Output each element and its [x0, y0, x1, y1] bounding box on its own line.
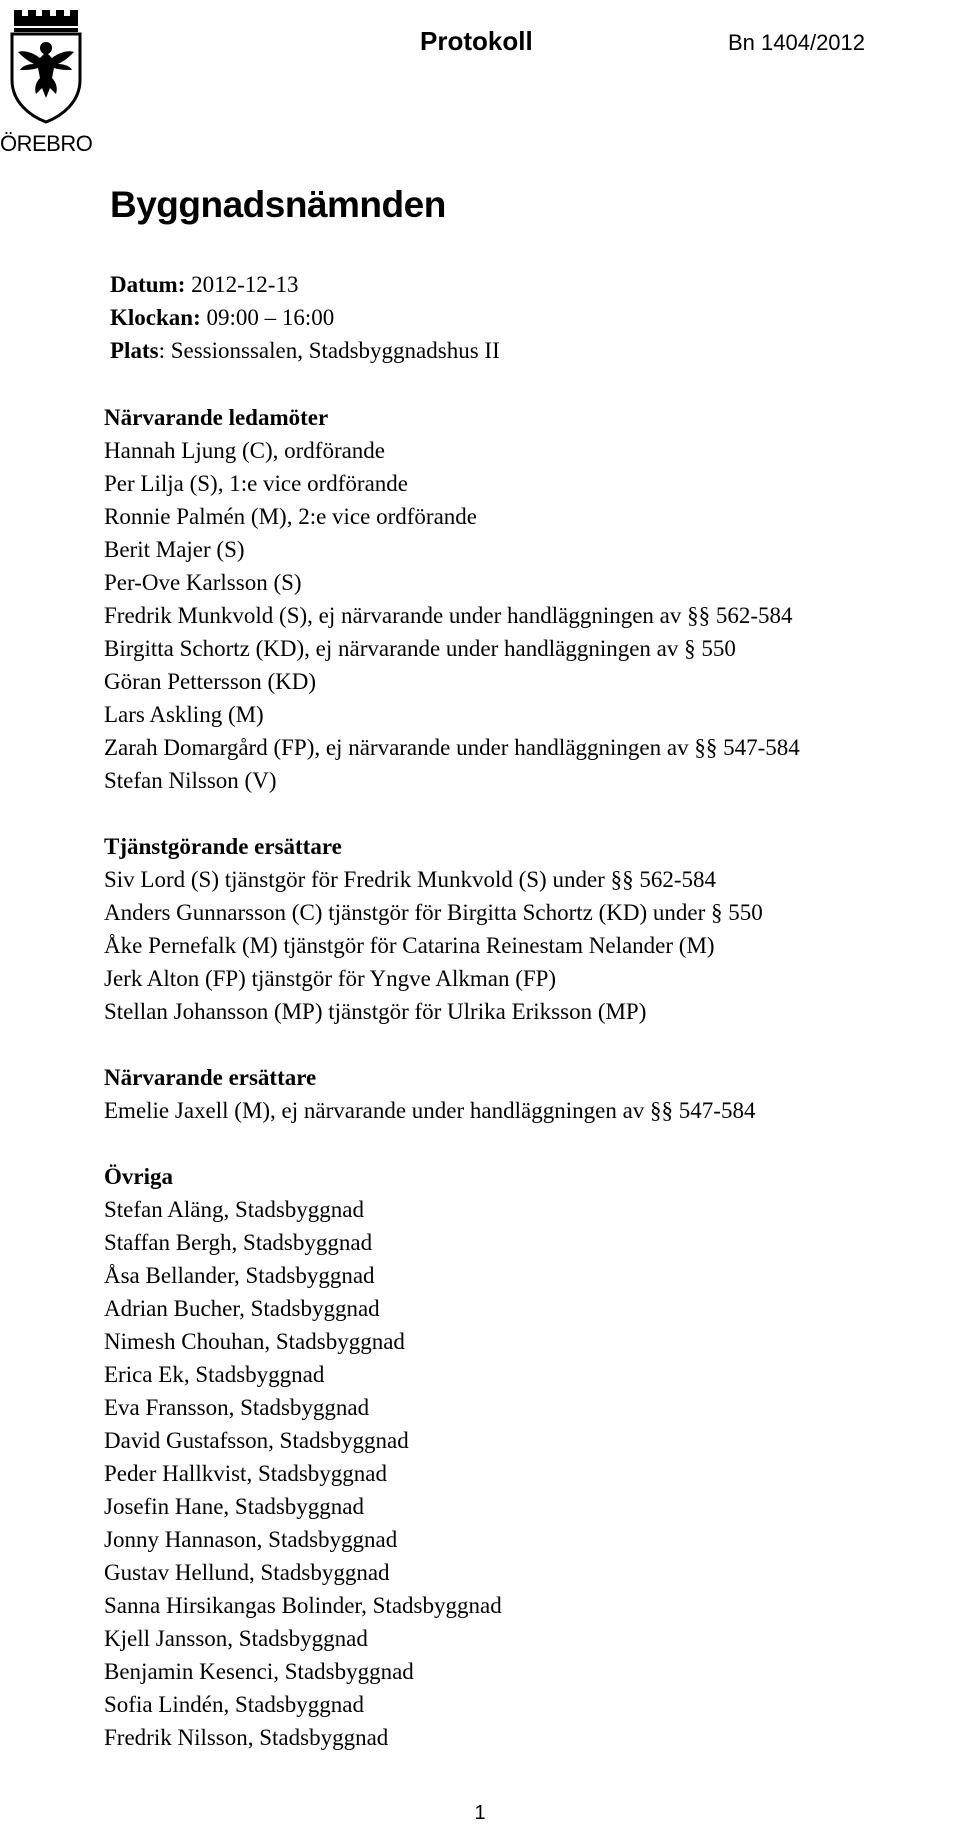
list-item: Birgitta Schortz (KD), ej närvarande under handläggningen av § 550: [104, 636, 736, 661]
list-item: Berit Majer (S): [104, 537, 245, 562]
list-item: Peder Hallkvist, Stadsbyggnad: [104, 1461, 387, 1486]
list-item: Åke Pernefalk (M) tjänstgör för Catarina Reinestam Nelander (M): [104, 933, 715, 958]
time-label: Klockan:: [110, 305, 201, 330]
logo-wordmark: ÖREBRO: [0, 131, 93, 156]
place-label: Plats: [110, 338, 159, 363]
time-value: 09:00 – 16:00: [206, 305, 335, 330]
list-item: Eva Fransson, Stadsbyggnad: [104, 1395, 370, 1420]
list-item: Adrian Bucher, Stadsbyggnad: [104, 1296, 380, 1321]
list-item: Nimesh Chouhan, Stadsbyggnad: [104, 1329, 405, 1354]
list-item: Per-Ove Karlsson (S): [104, 570, 302, 595]
list-item: Fredrik Nilsson, Stadsbyggnad: [104, 1725, 389, 1750]
list-item: Per Lilja (S), 1:e vice ordförande: [104, 471, 408, 496]
section-heading: Tjänstgörande ersättare: [104, 834, 342, 859]
list-item: Sanna Hirsikangas Bolinder, Stadsbyggnad: [104, 1593, 502, 1618]
date-value: 2012-12-13: [191, 272, 299, 297]
list-item: Zarah Domargård (FP), ej närvarande under handläggningen av §§ 547-584: [104, 735, 800, 760]
list-item: Åsa Bellander, Stadsbyggnad: [104, 1263, 375, 1288]
list-item: Jonny Hannason, Stadsbyggnad: [104, 1527, 398, 1552]
place-value: : Sessionssalen, Stadsbyggnadshus II: [158, 338, 500, 363]
list-item: Sofia Lindén, Stadsbyggnad: [104, 1692, 364, 1717]
orebro-logo: [0, 6, 92, 156]
section-heading: Närvarande ledamöter: [104, 405, 329, 430]
list-item: Siv Lord (S) tjänstgör för Fredrik Munkvold (S) under §§ 562-584: [104, 867, 716, 892]
list-item: Göran Pettersson (KD): [104, 669, 317, 694]
meeting-details: [110, 268, 500, 367]
section-narvarande-ledamoter: [104, 401, 954, 797]
list-item: Staffan Bergh, Stadsbyggnad: [104, 1230, 373, 1255]
list-item: Gustav Hellund, Stadsbyggnad: [104, 1560, 390, 1585]
section-ovriga: [104, 1160, 954, 1754]
document-type: Protokoll: [420, 26, 533, 56]
date-row: [110, 268, 500, 301]
section-heading: Närvarande ersättare: [104, 1065, 317, 1090]
section-tjanstgorande-ersattare: [104, 830, 954, 1028]
list-item: Anders Gunnarsson (C) tjänstgör för Birgitta Schortz (KD) under § 550: [104, 900, 763, 925]
list-item: Emelie Jaxell (M), ej närvarande under handläggningen av §§ 547-584: [104, 1098, 756, 1123]
list-item: Fredrik Munkvold (S), ej närvarande under handläggningen av §§ 562-584: [104, 603, 793, 628]
list-item: Stellan Johansson (MP) tjänstgör för Ulrika Eriksson (MP): [104, 999, 647, 1024]
list-item: David Gustafsson, Stadsbyggnad: [104, 1428, 409, 1453]
list-item: Hannah Ljung (C), ordförande: [104, 438, 386, 463]
section-heading: Övriga: [104, 1164, 173, 1189]
document-reference: Bn 1404/2012: [728, 30, 866, 55]
list-item: Benjamin Kesenci, Stadsbyggnad: [104, 1659, 414, 1684]
list-item: Erica Ek, Stadsbyggnad: [104, 1362, 325, 1387]
time-row: [110, 301, 500, 334]
coat-of-arms-icon: [8, 6, 84, 124]
attendance-sections: [104, 401, 954, 1787]
list-item: Kjell Jansson, Stadsbyggnad: [104, 1626, 368, 1651]
list-item: Stefan Nilsson (V): [104, 768, 277, 793]
list-item: Ronnie Palmén (M), 2:e vice ordförande: [104, 504, 477, 529]
list-item: Jerk Alton (FP) tjänstgör för Yngve Alkman (FP): [104, 966, 557, 991]
list-item: Josefin Hane, Stadsbyggnad: [104, 1494, 364, 1519]
section-narvarande-ersattare: [104, 1061, 954, 1127]
date-label: Datum:: [110, 272, 186, 297]
committee-title: Byggnadsnämnden: [110, 184, 446, 225]
list-item: Stefan Aläng, Stadsbyggnad: [104, 1197, 364, 1222]
list-item: Lars Askling (M): [104, 702, 264, 727]
page-number: 1: [474, 1802, 486, 1824]
place-row: [110, 334, 500, 367]
